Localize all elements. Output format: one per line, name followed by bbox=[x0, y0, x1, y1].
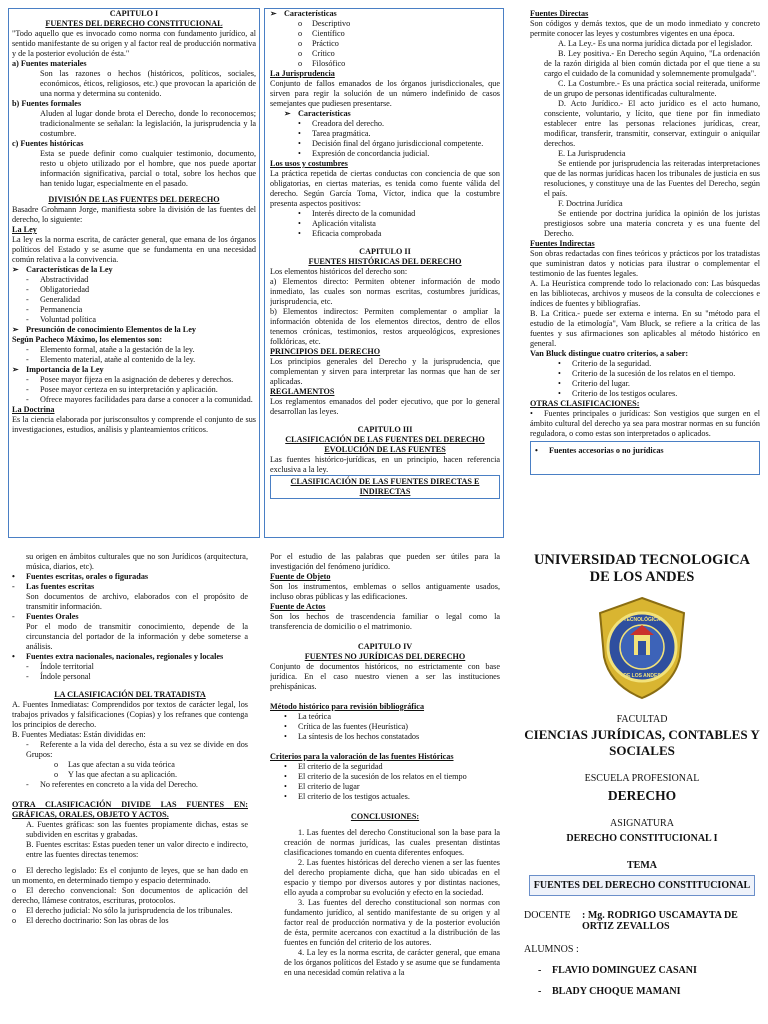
subject-name: DERECHO CONSTITUCIONAL I bbox=[566, 832, 718, 844]
mediatas-item-2: - No referentes en concreto a la vida del Derecho. bbox=[26, 780, 198, 789]
usos-list bbox=[270, 209, 500, 239]
reglamentos-title: REGLAMENTOS bbox=[270, 387, 335, 396]
list-item: - Permanencia bbox=[26, 305, 83, 314]
list-item: o Crítico bbox=[298, 49, 335, 58]
svg-text:TECNOLÓGICA: TECNOLÓGICA bbox=[623, 616, 661, 623]
list-item: • Crítica de las fuentes (Heurística) bbox=[284, 722, 409, 731]
accesorias-item: • Fuentes accesorias o no jurídicas bbox=[535, 446, 664, 455]
chapter-heading: CAPITULO I bbox=[109, 9, 159, 18]
capitulo-2-title: FUENTES HISTÓRICAS DEL DERECHO bbox=[308, 257, 462, 266]
panel1 bbox=[12, 9, 256, 537]
presuncion-text: Según Pacheco Máximo, los elementos son: bbox=[12, 335, 163, 344]
list-item: o Científico bbox=[298, 29, 345, 38]
docente-name: : Mg. RODRIGO USCAMAYTA DE ORTIZ ZEVALLOS bbox=[582, 909, 738, 932]
list-item: 2. Las fuentes históricas del derecho vienen a ser las fuentes del derecho propiamente dicha, que han sido ubicadas en el espacio y tiempo por diversos autores y por distintas naciones, ello ayuda a comprobar su evolución y efecto en la sociedad. bbox=[284, 858, 500, 897]
division-title: DIVISIÓN DE LAS FUENTES DEL DERECHO bbox=[48, 195, 220, 204]
school-name: DERECHO bbox=[607, 787, 677, 803]
intro-quote: "Todo aquello que es invocado como norma con fundamento jurídico, al sentido manifestante de su origen y al factor real de producción normativa y de la posterior evolución de ésta." bbox=[12, 29, 256, 58]
capitulo-3-text: Las fuentes histórico-jurídicas, en un principio, hacen referencia exclusiva a la ley. bbox=[270, 455, 500, 474]
extra-list bbox=[12, 662, 248, 682]
list-item: A. La Ley.- Es una norma jurídica dictada por el legislador. bbox=[558, 39, 753, 48]
capitulo-3-heading: CAPITULO III bbox=[357, 425, 413, 434]
list-item: • El criterio de la sucesión de los relatos en el tiempo bbox=[284, 772, 467, 781]
objeto-title: Fuente de Objeto bbox=[270, 572, 331, 581]
list-item: E. La Jurisprudencia bbox=[558, 149, 626, 158]
caracteristicas-ley-title: ➢ Características de la Ley bbox=[12, 265, 113, 274]
list-item: • Expresión de concordancia judicial. bbox=[298, 149, 430, 158]
usos-text: La práctica repetida de ciertas conductas con conciencia de que son obligatorias, en ciertas materias, es tenida como fuente válida del derecho. Según García Toma, Víctor, indica que la costumbre presenta aspectos positivos: bbox=[270, 169, 500, 208]
jurisprudencia-caract-title: ➢ Características bbox=[284, 109, 351, 118]
division-text: Basadre Grohmann Jorge, manifiesta sobre la división de las fuentes del derecho, lo siguiente: bbox=[12, 205, 256, 224]
list-item: - Índole personal bbox=[26, 672, 91, 681]
ley-title: La Ley bbox=[12, 225, 37, 234]
indirectas-text: Son obras redactadas con fines teóricos y prácticos por los tratadistas que suministran datos y noticias para ilustrar o complementar el testimonio de las fuentes legales. bbox=[530, 249, 760, 278]
list-item: • Tarea pragmática. bbox=[298, 129, 371, 138]
graficas-text: A. Fuentes gráficas: son las fuentes propiamente dichas, estas se subdividen en escritas y grabadas. bbox=[26, 820, 248, 839]
list-item: o Las que afectan a su vida teórica bbox=[54, 760, 175, 769]
caracteristicas-list bbox=[270, 19, 500, 69]
list-item: o Y las que afectan a su aplicación. bbox=[54, 770, 178, 779]
faculty-label: FACULTAD bbox=[616, 713, 668, 725]
list-item: o Filosófico bbox=[298, 59, 346, 68]
list-item: - Ofrece mayores facilidades para darse a conocer a la comunidad. bbox=[26, 395, 253, 404]
list-item: • Aplicación vitalista bbox=[298, 219, 376, 228]
fuentes-materiales-label: a) Fuentes materiales bbox=[12, 59, 87, 68]
school-label: ESCUELA PROFESIONAL bbox=[584, 772, 700, 784]
grupos-list bbox=[12, 760, 248, 780]
list-item: D. Acto Jurídico.- El acto jurídico es el acto humano, consciente, voluntario, y lícito, que tiene por fin inmediato establecer entre las personas relaciones jurídicas, crear, modificar, transferir, transmitir, conservar, extinguir o aniquilar derechos. bbox=[544, 99, 760, 148]
tema-label: TEMA bbox=[627, 859, 657, 871]
jurisprudencia-text: Conjunto de fallos emanados de los órganos jurisdiccionales, que sirven para regir la solución de un número indefinido de casos semejantes que pudiesen presentarse. bbox=[270, 79, 500, 108]
judicial-text: o El derecho judicial: No sólo la jurisprudencia de los tribunales. bbox=[12, 906, 233, 915]
list-item: 4. La ley es la norma escrita, de carácter general, que emana de los órganos políticos del Estado y se asume que se fundamenta en una necesidad común relativa a la bbox=[284, 948, 500, 977]
list-item: • El criterio de la seguridad bbox=[284, 762, 383, 771]
list-item: • Interés directo de la comunidad bbox=[298, 209, 416, 218]
list-item: • Eficacia comprobada bbox=[298, 229, 382, 238]
directas-text: Son códigos y demás textos, que de un modo inmediato y concreto permite conocer las leyes y costumbres vigentes en una época. bbox=[530, 19, 760, 38]
caracteristicas-ley-list bbox=[12, 275, 256, 325]
criterios-title: Criterios para la valoración de las fuentes Históricas bbox=[270, 752, 454, 761]
capitulo-4-title: FUENTES NO JURÍDICAS DEL DERECHO bbox=[304, 652, 466, 661]
alumnos-list bbox=[524, 965, 760, 997]
list-item: • El criterio de los testigos actuales. bbox=[284, 792, 410, 801]
list-item: - Índole territorial bbox=[26, 662, 94, 671]
list-item: B. Ley positiva.- En Derecho según Aquino, "La ordenación de la razón dirigida al bien común dictada por el que tiene a su cargo el cuidado de la comunidad y solemnemente promulgada". bbox=[544, 49, 760, 78]
subject-label: ASIGNATURA bbox=[610, 817, 674, 829]
capitulo-2-heading: CAPITULO II bbox=[359, 247, 411, 256]
list-item: - Posee mayor fijeza en la asignación de deberes y derechos. bbox=[26, 375, 234, 384]
jurisprudencia-title: La Jurisprudencia bbox=[270, 69, 335, 78]
list-item: - Abstractividad bbox=[26, 275, 89, 284]
list-item: • La teórica bbox=[284, 712, 331, 721]
docente-row bbox=[524, 910, 760, 932]
doctrina-title: La Doctrina bbox=[12, 405, 55, 414]
fuentes-historicas-label: c) Fuentes históricas bbox=[12, 139, 84, 148]
otras-item: • Fuentes principales o jurídicas: Son vestigios que surgen en el ámbito cultural del derecho ya sea para mostrar normas en su función reguladora, o como estas son interpretados o aplicados. bbox=[530, 409, 760, 438]
cover-panel bbox=[524, 548, 760, 1018]
capitulo-4-text: Conjunto de documentos históricos, no estrictamente con base jurídica. En el caso nuestro vienen a ser las instituciones prehispánicas. bbox=[270, 662, 500, 691]
list-item: - Obligatoriedad bbox=[26, 285, 90, 294]
principios-text: Los principios generales del Derecho y la jurisprudencia, que complementan y sirven para interpretar las normas que han de ser aplicadas. bbox=[270, 357, 500, 386]
convencional-text: o El derecho convencional: Son documentos de aplicación del derecho, llámese contratos, escrituras, protocolos. bbox=[12, 886, 248, 905]
criterios-valoracion-list bbox=[270, 762, 500, 802]
fuentes-historicas-text: Esta se puede definir como cualquier testimonio, documento, resto u objeto utilizado por el hombre, que nos puede aportar información significativa, parcial o total, sobre los hechos que han tenido lugar, especialmente en el pasado. bbox=[40, 149, 256, 188]
list-item: - Posee mayor certeza en su interpretación y aplicación. bbox=[26, 385, 218, 394]
presuncion-list bbox=[12, 345, 256, 365]
list-item: o Práctico bbox=[298, 39, 339, 48]
actos-text: Son los hechos de trascendencia familiar o legal como la transferencia de domicilio o el matrimonio. bbox=[270, 612, 500, 631]
list-item: • Criterio del lugar. bbox=[558, 379, 630, 388]
list-item: • Criterio de los testigos oculares. bbox=[558, 389, 678, 398]
escritas-text: Son documentos de archivo, elaborados con el propósito de transmitir información. bbox=[26, 592, 248, 611]
list-item: - Voluntad política bbox=[26, 315, 97, 324]
panel4 bbox=[12, 552, 248, 1022]
importancia-list bbox=[12, 375, 256, 405]
list-item: Se entiende por doctrina jurídica la opinión de los juristas prestigiosos sobre una materia concreta y es una fuente del Derecho. bbox=[544, 209, 760, 238]
mediatas-text: B. Fuentes Mediatas: Están divididas en: bbox=[12, 730, 146, 739]
fuentes-materiales-text: Son las razones o hechos (históricos, políticos, sociales, económicos, éticos, religiosos, etc.) que provocan la aparición de una norma y determina su contenido. bbox=[40, 69, 256, 98]
inmediatas-text: A. Fuentes Inmediatas: Comprendidos por textos de carácter legal, los trabajos privados y falsificaciones (Copias) y los refranes que contenga los principios de derecho. bbox=[12, 700, 248, 729]
accesorias-frame bbox=[530, 441, 760, 475]
ley-text: La ley es la norma escrita, de carácter general, que emana de los órganos políticos del Estado y se asume que se fundamenta en una necesidad común relativa a la convivencia. bbox=[12, 235, 256, 264]
list-item: • El criterio de lugar bbox=[284, 782, 360, 791]
capitulo-2-b: b) Elementos indirectos: Permiten complementar o ampliar la información obtenida de los elementos directos, dentro de ellos tenemos crónicas, testimonios, restos arqueológicos, expresiones folklóricas, etc. bbox=[270, 307, 500, 346]
list-item: - Generalidad bbox=[26, 295, 81, 304]
svg-text:DE LOS ANDES: DE LOS ANDES bbox=[623, 672, 661, 679]
usos-title: Los usos y costumbres bbox=[270, 159, 348, 168]
escritas2-text: B. Fuentes escritas: Estas pueden tener un valor directo e indirecto, entre las fuentes directas tenemos: bbox=[26, 840, 248, 859]
conclusiones-title: CONCLUSIONES: bbox=[350, 812, 420, 821]
importancia-title: ➢ Importancia de la Ley bbox=[12, 365, 104, 374]
critica-text: B. La Critica.- puede ser externa e interna. En su "método para el estudio de la etimología", Vam Bluck, se refiere a la crítica de las fuentes y sus afirmaciones son aplicables al método histórico en general. bbox=[530, 309, 760, 348]
vanbluck-text: Van Bluck distingue cuatro criterios, a saber: bbox=[530, 349, 689, 358]
university-seal-icon bbox=[594, 595, 690, 701]
metodo-title: Método histórico para revisión bibliográfica bbox=[270, 702, 425, 711]
conclusiones-list bbox=[270, 828, 500, 978]
student-name: - FLAVIO DOMINGUEZ CASANI bbox=[538, 964, 697, 976]
list-item: • Criterio de la seguridad. bbox=[558, 359, 652, 368]
list-item: Se entiende por jurisprudencia las reiteradas interpretaciones que de las normas jurídicas hacen los tribunales de justicia en sus resoluciones, y constituye una de las Fuentes del Derecho, según el país. bbox=[544, 159, 760, 198]
presuncion-title: ➢ Presunción de conocimiento Elementos de la Ley bbox=[12, 325, 196, 334]
objeto-text: Son los instrumentos, emblemas o sellos antiguamente usados, incluso obras públicas y las edificaciones. bbox=[270, 582, 500, 601]
panel3 bbox=[530, 9, 760, 537]
actos-title: Fuente de Actos bbox=[270, 602, 326, 611]
heuristica-text: A. La Heurística comprende todo lo relacionado con: Las búsquedas en las bibliotecas, archivos y museos de la consulta de colecciones e índices de fuentes y bibliografías. bbox=[530, 279, 760, 308]
list-item: • Creadora del derecho. bbox=[298, 119, 385, 128]
tema-box: FUENTES DEL DERECHO CONSTITUCIONAL bbox=[529, 875, 755, 896]
fuentes-formales-label: b) Fuentes formales bbox=[12, 99, 82, 108]
capitulo-2-a: a) Elementos directo: Permiten obtener información de modo inmediato, las cuales son normas escritas, costumbres jurídicas, jurisprudencia, etc. bbox=[270, 277, 500, 306]
criterios-list bbox=[530, 359, 760, 399]
metodo-list bbox=[270, 712, 500, 742]
otra-clasificacion-title: OTRA CLASIFICACIÓN DIVIDE LAS FUENTES EN: GRÁFICAS, ORALES, OBJETO Y ACTOS. bbox=[12, 800, 248, 819]
directas-title: Fuentes Directas bbox=[530, 9, 589, 18]
chapter-title: FUENTES DEL DERECHO CONSTITUCIONAL bbox=[45, 19, 223, 28]
legislado-text: o El derecho legislado: Es el conjunto de leyes, que se han dado en un momento, en determinado tiempo y espacio determinado. bbox=[12, 866, 248, 885]
otras-title: OTRAS CLASIFICACIONES: bbox=[530, 399, 640, 408]
escritas-sub: - Las fuentes escritas bbox=[12, 582, 95, 591]
jurisprudencia-list bbox=[270, 119, 500, 159]
list-item: o Descriptivo bbox=[298, 19, 351, 28]
capitulo-4-heading: CAPITULO IV bbox=[357, 642, 413, 651]
capitulo-2-intro: Los elementos históricos del derecho son: bbox=[270, 267, 408, 276]
reglamentos-text: Los reglamentos emanados del poder ejecutivo, que por lo general desarrollan las leyes. bbox=[270, 397, 500, 416]
docente-label: DOCENTE bbox=[524, 909, 571, 921]
list-item: - Elemento formal, atañe a la gestación de la ley. bbox=[26, 345, 195, 354]
panel4-continuation: su origen en ámbitos culturales que no son Jurídicos (arquitectura, música, diarios, etc). bbox=[26, 552, 248, 571]
university-name: UNIVERSIDAD TECNOLOGICA DE LOS ANDES bbox=[533, 552, 751, 586]
alumnos-label: ALUMNOS : bbox=[524, 943, 579, 955]
panel2 bbox=[270, 9, 500, 537]
list-item: 3. Las fuentes del derecho constitucional son normas con fundamento jurídico, al sentido manifestante de su origen y al factor real de producción normativa y de la posterior evolución de ésta, permite acercanos con exactitud a la distribución de las fuentes en función del criterio de los autores. bbox=[284, 898, 500, 947]
escritas-title: • Fuentes escritas, orales o figuradas bbox=[12, 572, 149, 581]
list-item: 1. Las fuentes del derecho Constitucional son la base para la creación de normas jurídicas, las cuales presentan distintas clasificaciones tomando en cuenta diferentes enfoques. bbox=[284, 828, 500, 857]
doctrina-text: Es la ciencia elaborada por jurisconsultos y comprende el conjunto de sus investigaciones, estudios, análisis y planteamientos críticos. bbox=[12, 415, 256, 434]
directas-list bbox=[530, 39, 760, 239]
faculty-name: CIENCIAS JURÍDICAS, CONTABLES Y SOCIALES bbox=[524, 726, 760, 758]
list-item: F. Doctrina Jurídica bbox=[558, 199, 623, 208]
capitulo-3-subtitle: CLASIFICACIÓN DE LAS FUENTES DIRECTAS E INDIRECTAS bbox=[270, 475, 500, 499]
list-item: • Criterio de la sucesión de los relatos en el tiempo. bbox=[558, 369, 736, 378]
principios-title: PRINCIPIOS DEL DERECHO bbox=[270, 347, 381, 356]
orales-title: - Fuentes Orales bbox=[12, 612, 79, 621]
extra-title: • Fuentes extra nacionales, nacionales, regionales y locales bbox=[12, 652, 224, 661]
list-item: - Elemento material, atañe al contenido de la ley. bbox=[26, 355, 196, 364]
indirectas-title: Fuentes Indirectas bbox=[530, 239, 595, 248]
fuentes-formales-text: Aluden al lugar donde brota el Derecho, donde lo reconocemos; tradicionalmente se señalan: la legislación, la jurisprudencia y la costumbre. bbox=[40, 109, 256, 138]
list-item: C. La Costumbre.- Es una práctica social reiterada, uniforme de un grupo de personas identificadas culturalmente. bbox=[544, 79, 760, 98]
student-name: - BLADY CHOQUE MAMANI bbox=[538, 985, 681, 997]
tratadista-title: LA CLASIFICACIÓN DEL TRATADISTA bbox=[54, 690, 206, 699]
mediatas-item-1: - Referente a la vida del derecho, ésta a su vez se divide en dos Grupos: bbox=[26, 740, 248, 759]
caracteristicas-title: ➢ Características bbox=[270, 9, 337, 18]
capitulo-3-title: CLASIFICACIÓN DE LAS FUENTES DEL DERECHO EVOLUCIÓN DE LAS FUENTES bbox=[285, 435, 485, 454]
panel5-intro: Por el estudio de las palabras que pueden ser útiles para la investigación del fenómeno jurídico. bbox=[270, 552, 500, 571]
list-item: • Decisión final del órgano jurisdiccional competente. bbox=[298, 139, 484, 148]
list-item: • La síntesis de los hechos constatados bbox=[284, 732, 420, 741]
orales-text: Por el modo de transmitir conocimiento, depende de la circunstancia del portador de la información y debe someterse a análisis. bbox=[26, 622, 248, 651]
doctrinario-text: o El derecho doctrinario: Son las obras de los bbox=[12, 916, 169, 925]
panel5 bbox=[270, 552, 500, 1022]
